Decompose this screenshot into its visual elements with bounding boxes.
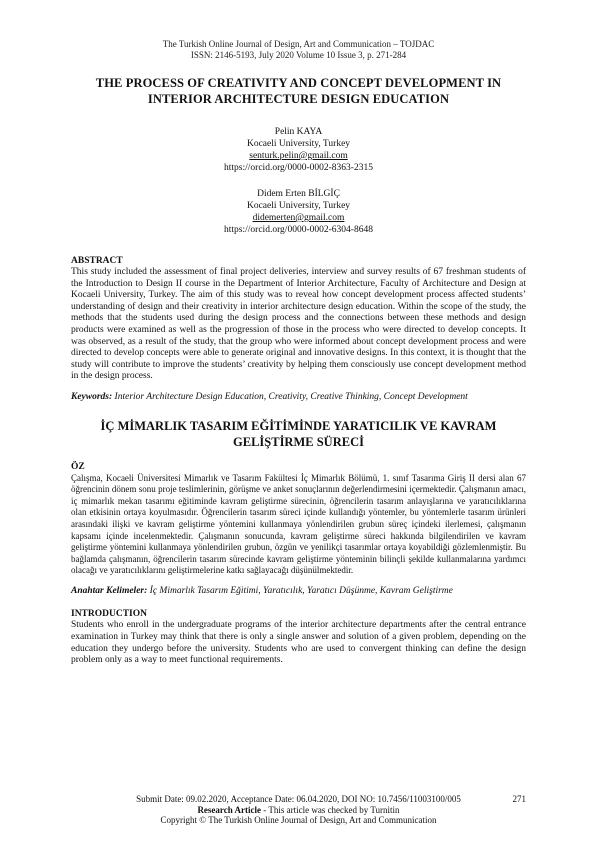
author-block-2 xyxy=(71,188,526,236)
author-orcid-link[interactable]: https://orcid.org/0000-0002-8363-2315 xyxy=(224,163,373,173)
paper-page xyxy=(71,0,526,667)
footer-dates-row xyxy=(71,794,526,805)
footer-research-row xyxy=(71,805,526,816)
turkish-keywords-line xyxy=(71,586,526,598)
author-affiliation: Kocaeli University, Turkey xyxy=(246,139,351,149)
page-footer xyxy=(71,794,526,826)
keywords-text: Interior Architecture Design Education, Creativity, Creative Thinking, Concept Development xyxy=(114,391,468,402)
author-affiliation: Kocaeli University, Turkey xyxy=(246,201,351,211)
footer-dates: Submit Date: 09.02.2020, Acceptance Date: 06.04.2020, DOI NO: 10.7456/11003100/005 xyxy=(136,794,461,804)
author-block-1 xyxy=(71,126,526,174)
author-email-link[interactable]: senturk.pelin@gmail.com xyxy=(249,151,348,161)
introduction-text: Students who enroll in the undergraduate programs of the interior architecture departments after the central entrance examination in Turkey may think that there is only a single answer and solution of a given problem, depending on the education they undergo before the university. Students who are used to convergent thinking can define the design problem only as a way to meet functional requirements. xyxy=(71,620,526,666)
research-article-label: Research Article xyxy=(197,804,261,815)
introduction-heading: INTRODUCTION xyxy=(71,609,148,620)
author-email-link[interactable]: didemerten@gmail.com xyxy=(252,213,345,223)
oz-text: Çalışma, Kocaeli Üniversitesi Mimarlık ve Tasarım Fakültesi İç Mimarlık Bölümü, 1. sınıf Tasarıma Giriş II dersi alan 67 öğrencinin dönem sonu proje teslimlerinin, görüşme ve anket sonuçlarının değerlendirmesini içermektedir. Çalışmanın amacı, iç mimarlık mekan tasarımı eğitiminde kavram geliştirme sürecinin, öğrencilerin tasarım anlayışlarına ve yaratıcılıklarına olan etkisinin ortaya koyulmasıdır. Öğrencilerin tasarım süreci içinde kullandığı yöntemler, bu yöntemlerle tasarım ürünleri arasındaki ilişki ve kavram geliştirme yöntemini kullanmaya yönlendirilen grubun süreç içindeki ilerlemesi, çalışmanın kapsamı içinde incelenmektedir. Çalışmanın sonucunda, kavram geliştirme süreci hakkında bilgilendirilen ve kavram geliştirme yöntemini kullanmaya yönlendirilen grubun, özgün ve yenilikçi tasarımlar ortaya koyabildiği gözlemlenmiştir. Bu bağlamda çalışmanın, öğrencilerin tasarım sürecinde kavram geliştirme yönteminin bilinçli şekilde kullanmalarına yardımcı olacağı ve yaratıcılıklarını geliştirmelerine katkı sağlayacağı düşünülmektedir. xyxy=(71,472,526,576)
turkish-keywords-label: Anahtar Kelimeler: xyxy=(71,585,148,596)
oz-heading: ÖZ xyxy=(71,461,85,472)
author-orcid-link[interactable]: https://orcid.org/0000-0002-6304-8648 xyxy=(224,225,373,235)
author-name: Didem Erten BİLGİÇ xyxy=(257,189,340,199)
turkish-title: İÇ MİMARLIK TASARIM EĞİTİMİNDE YARATICILIK VE KAVRAM GELİŞTİRME SÜRECİ xyxy=(100,418,497,449)
footer-copyright: Copyright © The Turkish Online Journal of Design, Art and Communication xyxy=(160,815,437,826)
keywords-line xyxy=(71,392,526,404)
keywords-label: Keywords: xyxy=(71,391,113,402)
turkish-keywords-text: İç Mimarlık Tasarım Eğitimi, Yaratıcılık, Yaratıcı Düşünme, Kavram Geliştirme xyxy=(149,585,453,596)
abstract-text: This study included the assessment of final project deliveries, interview and survey results of 67 freshman students of the Introduction to Design II course in the Department of Interior Architecture, Faculty of Architecture and Design at Kocaeli University, Turkey. The aim of this study was to reveal how concept development process affected students’ understanding of design and their creativity in interior architecture design education. Within the scope of the study, the methods that the students used during the design process and the connections between these methods and design products were examined as well as the progression of those in the process who were directed to develop concepts. It was observed, as a result of the study, that the group who were informed about concept development process and were directed to develop concepts were able to generate original and innovative designs. In this context, it is thought that the study will contribute to improve the students’ creativity by helping them consciously use concept development method in the design process. xyxy=(71,267,526,382)
journal-header xyxy=(71,39,526,61)
abstract-heading: ABSTRACT xyxy=(71,256,123,266)
issn-line: ISSN: 2146-5193, July 2020 Volume 10 Issue 3, p. 271-284 xyxy=(190,50,407,60)
paper-title: THE PROCESS OF CREATIVITY AND CONCEPT DEVELOPMENT IN INTERIOR ARCHITECTURE DESIGN EDUCATION xyxy=(95,76,502,106)
turnitin-note: - This article was checked by Turnitin xyxy=(261,804,400,815)
journal-name-line: The Turkish Online Journal of Design, Art and Communication – TOJDAC xyxy=(162,39,435,49)
page-number: 271 xyxy=(512,794,526,804)
author-name: Pelin KAYA xyxy=(274,127,323,137)
